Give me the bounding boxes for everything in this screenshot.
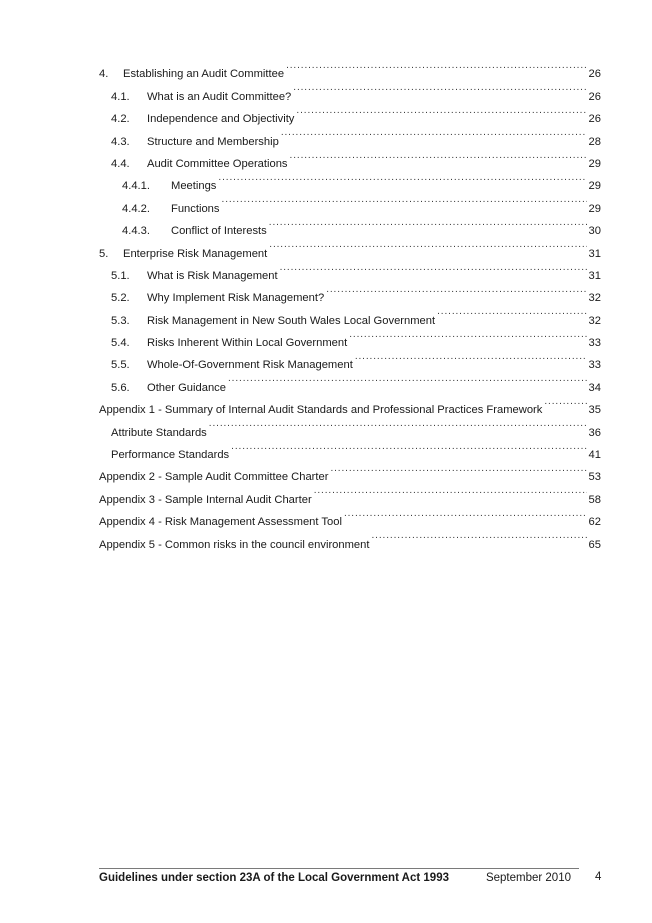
toc-entry-page: 30 xyxy=(588,225,601,238)
toc-entry-page: 41 xyxy=(588,449,601,462)
toc-dot-leader xyxy=(290,145,587,167)
toc-entry[interactable] xyxy=(99,77,601,103)
toc-entry[interactable] xyxy=(99,458,601,484)
toc-entry-title: Structure and Membership xyxy=(147,135,279,148)
toc-dot-leader xyxy=(344,503,587,525)
toc-dot-leader xyxy=(296,100,586,122)
toc-entry-title: Functions xyxy=(171,202,220,215)
toc-entry[interactable] xyxy=(99,55,601,81)
toc-entry-title: Appendix 2 - Sample Audit Committee Charter xyxy=(99,471,329,484)
toc-entry-title: Whole-Of-Government Risk Management xyxy=(147,359,353,372)
toc-entry-page: 62 xyxy=(588,516,601,529)
toc-entry-title: Meetings xyxy=(171,180,217,193)
toc-entry-title: Appendix 1 - Summary of Internal Audit Standards and Professional Practices Framework xyxy=(99,404,543,417)
toc-entry-number: 5.5. xyxy=(111,359,130,372)
toc-entry-number: 5. xyxy=(99,247,109,260)
toc-entry[interactable] xyxy=(99,525,601,551)
toc-entry[interactable] xyxy=(99,234,601,260)
toc-entry-page: 32 xyxy=(588,292,601,305)
toc-dot-leader xyxy=(372,525,587,547)
toc-dot-leader xyxy=(544,391,586,413)
toc-entry[interactable] xyxy=(99,413,601,439)
toc-dot-leader xyxy=(280,257,587,279)
toc-entry[interactable] xyxy=(99,167,601,193)
toc-dot-leader xyxy=(330,458,586,480)
toc-entry-number: 4. xyxy=(99,68,109,81)
table-of-contents xyxy=(99,55,601,551)
toc-entry-page: 58 xyxy=(588,493,601,506)
toc-entry[interactable] xyxy=(99,100,601,126)
toc-entry-page: 65 xyxy=(588,538,601,551)
toc-entry-number: 4.3. xyxy=(111,135,130,148)
toc-dot-leader xyxy=(231,436,586,458)
toc-entry-number: 5.1. xyxy=(111,269,130,282)
toc-entry-number: 4.4.1. xyxy=(122,180,150,193)
toc-dot-leader xyxy=(437,301,586,323)
toc-dot-leader xyxy=(218,167,586,189)
toc-entry[interactable] xyxy=(99,189,601,215)
toc-entry[interactable] xyxy=(99,257,601,282)
toc-entry[interactable] xyxy=(99,212,601,238)
toc-dot-leader xyxy=(349,324,586,346)
footer-title: Guidelines under section 23A of the Local Government Act 1993 xyxy=(99,872,449,884)
toc-entry-number: 5.6. xyxy=(111,381,130,394)
toc-dot-leader xyxy=(286,55,586,77)
toc-entry-page: 29 xyxy=(588,157,601,170)
toc-entry-page: 26 xyxy=(588,113,601,126)
toc-entry[interactable] xyxy=(99,480,601,506)
toc-entry[interactable] xyxy=(99,145,601,170)
toc-entry-title: Audit Committee Operations xyxy=(147,157,288,170)
toc-entry-title: What is Risk Management xyxy=(147,269,278,282)
toc-entry-page: 26 xyxy=(588,90,601,103)
toc-dot-leader xyxy=(228,368,587,390)
toc-entry-title: Appendix 4 - Risk Management Assessment Tool xyxy=(99,516,342,529)
toc-entry[interactable] xyxy=(99,324,601,350)
toc-entry[interactable] xyxy=(99,503,601,529)
toc-entry-page: 34 xyxy=(588,381,601,394)
toc-entry-page: 28 xyxy=(588,135,601,148)
toc-entry-title: Risk Management in New South Wales Local Government xyxy=(147,314,436,327)
toc-entry-title: Risks Inherent Within Local Government xyxy=(147,337,348,350)
toc-entry-page: 29 xyxy=(588,202,601,215)
toc-entry-title: Enterprise Risk Management xyxy=(123,247,268,260)
toc-entry[interactable] xyxy=(99,391,601,417)
toc-entry-number: 4.1. xyxy=(111,90,130,103)
toc-entry-title: Performance Standards xyxy=(111,449,230,462)
footer-divider xyxy=(99,868,579,869)
toc-entry-title: Conflict of Interests xyxy=(171,225,267,238)
footer-date: September 2010 xyxy=(485,872,571,884)
toc-entry-page: 31 xyxy=(588,269,601,282)
toc-entry-page: 32 xyxy=(588,314,601,327)
toc-entry-title: Other Guidance xyxy=(147,381,226,394)
toc-entry-page: 35 xyxy=(588,404,601,417)
toc-entry-page: 29 xyxy=(588,180,601,193)
toc-entry-page: 53 xyxy=(588,471,601,484)
toc-entry[interactable] xyxy=(99,436,601,462)
toc-dot-leader xyxy=(314,480,587,502)
page-number: 4 xyxy=(595,871,602,883)
toc-entry[interactable] xyxy=(99,122,601,148)
toc-entry-title: Appendix 3 - Sample Internal Audit Charter xyxy=(99,493,312,506)
toc-dot-leader xyxy=(209,413,587,435)
toc-entry-number: 4.4.3. xyxy=(122,225,150,238)
toc-entry-title: Independence and Objectivity xyxy=(147,113,295,126)
toc-entry-title: Why Implement Risk Management? xyxy=(147,292,325,305)
toc-entry-title: Establishing an Audit Committee xyxy=(123,68,285,81)
toc-entry-title: What is an Audit Committee? xyxy=(147,90,292,103)
toc-entry-title: Attribute Standards xyxy=(111,426,207,439)
toc-entry-page: 36 xyxy=(588,426,601,439)
toc-entry-page: 33 xyxy=(588,359,601,372)
toc-entry-title: Appendix 5 - Common risks in the council environment xyxy=(99,538,370,551)
toc-entry-page: 33 xyxy=(588,337,601,350)
toc-dot-leader xyxy=(355,346,587,368)
toc-entry[interactable] xyxy=(99,279,601,305)
toc-dot-leader xyxy=(222,189,587,211)
toc-entry-number: 5.3. xyxy=(111,314,130,327)
toc-dot-leader xyxy=(269,212,587,234)
toc-dot-leader xyxy=(281,122,587,144)
toc-entry-number: 5.2. xyxy=(111,292,130,305)
toc-entry-number: 4.2. xyxy=(111,113,130,126)
toc-entry-page: 26 xyxy=(588,68,601,81)
toc-dot-leader xyxy=(293,77,586,99)
toc-entry-number: 4.4.2. xyxy=(122,202,150,215)
toc-dot-leader xyxy=(269,234,586,256)
toc-entry-page: 31 xyxy=(588,247,601,260)
toc-entry-number: 4.4. xyxy=(111,157,130,170)
toc-entry-number: 5.4. xyxy=(111,337,130,350)
toc-entry[interactable] xyxy=(99,301,601,327)
toc-dot-leader xyxy=(326,279,586,301)
toc-entry[interactable] xyxy=(99,346,601,372)
toc-entry[interactable] xyxy=(99,368,601,394)
